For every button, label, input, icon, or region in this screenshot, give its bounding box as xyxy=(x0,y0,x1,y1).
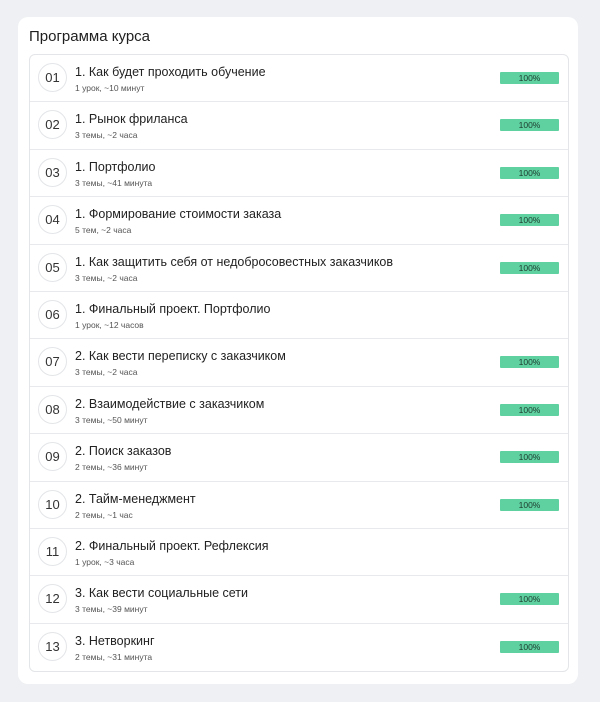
lesson-row[interactable] xyxy=(30,197,568,244)
lesson-meta: 3 темы, ~41 минута xyxy=(75,177,153,188)
lesson-row[interactable] xyxy=(30,624,568,671)
progress-badge: 100% xyxy=(500,214,559,226)
progress-badge: 100% xyxy=(500,593,559,605)
lesson-meta: 1 урок, ~3 часа xyxy=(75,556,135,567)
progress-badge: 100% xyxy=(500,499,559,511)
lesson-title: 1. Рынок фриланса xyxy=(75,112,188,127)
lesson-title: 2. Поиск заказов xyxy=(75,444,172,459)
lesson-number: 09 xyxy=(38,442,67,471)
progress-badge: 100% xyxy=(500,641,559,653)
lesson-meta: 3 темы, ~2 часа xyxy=(75,367,138,378)
lesson-number: 01 xyxy=(38,63,67,92)
lesson-number: 04 xyxy=(38,205,67,234)
lesson-title: 2. Как вести переписку с заказчиком xyxy=(75,349,286,364)
lesson-meta: 2 темы, ~31 минута xyxy=(75,651,153,662)
lesson-row[interactable] xyxy=(30,150,568,197)
lesson-meta: 1 урок, ~10 минут xyxy=(75,83,145,93)
progress-badge: 100% xyxy=(500,119,559,131)
lesson-title: 2. Тайм-менеджмент xyxy=(75,491,196,506)
lesson-meta: 5 тем, ~2 часа xyxy=(75,225,132,236)
lesson-row[interactable] xyxy=(30,387,568,434)
progress-badge: 100% xyxy=(500,356,559,368)
lesson-meta: 3 темы, ~2 часа xyxy=(75,272,138,283)
lesson-number: 12 xyxy=(38,584,67,613)
progress-badge: 100% xyxy=(500,404,559,416)
lesson-meta: 3 темы, ~50 минут xyxy=(75,414,148,425)
lesson-row[interactable] xyxy=(30,576,568,623)
progress-badge: 100% xyxy=(500,72,559,84)
lesson-title: 1. Формирование стоимости заказа xyxy=(75,207,282,222)
lesson-meta: 2 темы, ~36 минут xyxy=(75,462,148,473)
lesson-row[interactable] xyxy=(30,434,568,481)
lesson-title: 2. Финальный проект. Рефлексия xyxy=(75,538,269,553)
lesson-number: 05 xyxy=(38,253,67,282)
lesson-number: 03 xyxy=(38,158,67,187)
lesson-meta: 3 темы, ~39 минут xyxy=(75,604,148,615)
lesson-number: 02 xyxy=(38,110,67,139)
progress-badge: 100% xyxy=(500,451,559,463)
lesson-list xyxy=(29,54,569,672)
lesson-title: 3. Как вести социальные сети xyxy=(75,586,249,601)
lesson-meta: 3 темы, ~2 часа xyxy=(75,130,138,141)
lesson-row[interactable] xyxy=(30,529,568,576)
lesson-number: 06 xyxy=(38,300,67,329)
page-title: Программа курса xyxy=(29,28,151,45)
lesson-number: 11 xyxy=(38,537,67,566)
lesson-row[interactable] xyxy=(30,339,568,386)
lesson-row[interactable] xyxy=(30,292,568,339)
lesson-meta: 2 темы, ~1 час xyxy=(75,509,133,520)
lesson-title: 2. Взаимодействие с заказчиком xyxy=(75,396,265,411)
lesson-number: 10 xyxy=(38,490,67,519)
lesson-row[interactable] xyxy=(30,482,568,529)
lesson-title: 3. Нетворкинг xyxy=(75,633,155,648)
lesson-title: 1. Как защитить себя от недобросовестных заказчиков xyxy=(75,254,394,269)
progress-badge: 100% xyxy=(500,167,559,179)
lesson-number: 13 xyxy=(38,632,67,661)
lesson-title: 1. Как будет проходить обучение xyxy=(75,65,266,79)
lesson-number: 07 xyxy=(38,347,67,376)
lesson-title: 1. Портфолио xyxy=(75,159,156,174)
lesson-number: 08 xyxy=(38,395,67,424)
progress-badge: 100% xyxy=(500,262,559,274)
lesson-row[interactable] xyxy=(30,55,568,102)
course-program-card xyxy=(18,17,578,684)
lesson-meta: 1 урок, ~12 часов xyxy=(75,319,144,330)
lesson-row[interactable] xyxy=(30,102,568,149)
lesson-title: 1. Финальный проект. Портфолио xyxy=(75,301,271,316)
lesson-row[interactable] xyxy=(30,245,568,292)
